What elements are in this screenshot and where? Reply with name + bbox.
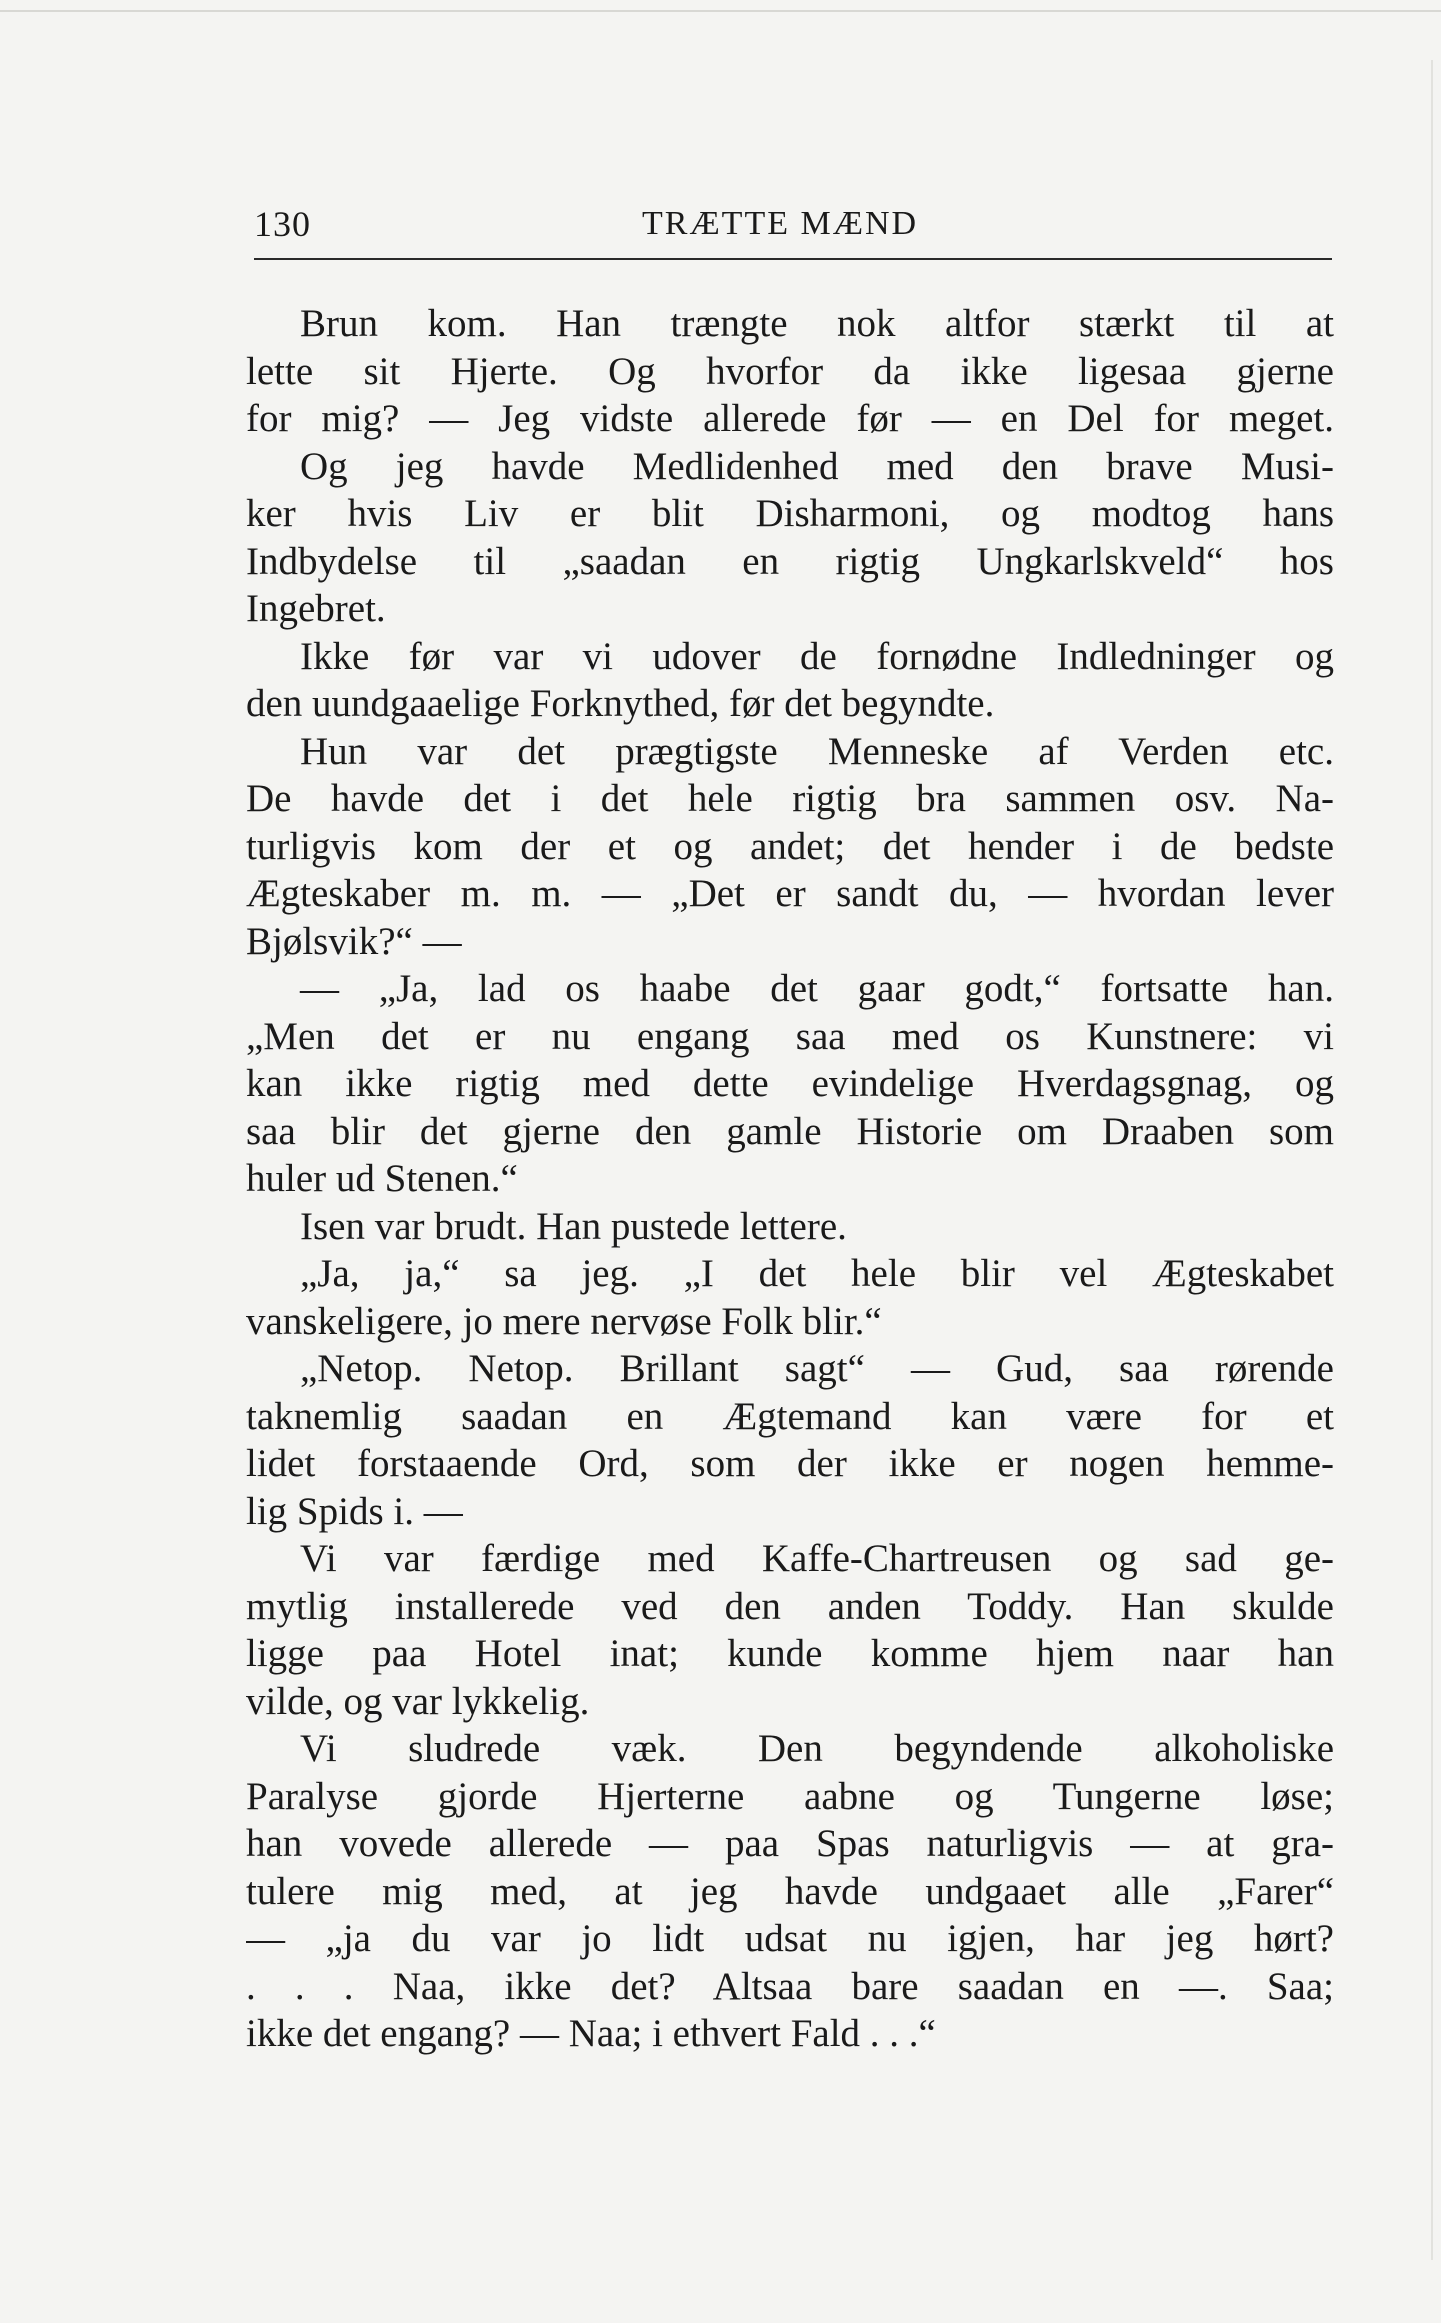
text-line: Vi sludrede væk. Den begyndende alkoholiske — [300, 1727, 1334, 1770]
page-number: 130 — [254, 204, 311, 244]
text-line: saa blir det gjerne den gamle Historie om Draaben som — [246, 1109, 1334, 1153]
text-line: mytlig installerede ved den anden Toddy. Han skulde — [246, 1584, 1334, 1628]
text-line: vilde, og var lykkelig. — [246, 1679, 590, 1723]
text-line: vanskeligere, jo mere nervøse Folk blir.“ — [246, 1299, 882, 1343]
text-line: Vi var færdige med Kaffe-Chartreusen og sad ge- — [300, 1537, 1334, 1580]
text-line: lette sit Hjerte. Og hvorfor da ikke ligesaa gjerne — [246, 349, 1334, 393]
text-line: ker hvis Liv er blit Disharmoni, og modtog hans — [246, 492, 1334, 535]
text-line: Isen var brudt. Han pustede lettere. — [300, 1204, 847, 1248]
text-line: Paralyse gjorde Hjerterne aabne og Tungerne løse; — [246, 1774, 1334, 1818]
text-line: — „Ja, lad os haabe det gaar godt,“ fortsatte han. — [300, 967, 1334, 1010]
text-line: De havde det i det hele rigtig bra sammen osv. Na- — [246, 777, 1334, 820]
page-edge-top — [0, 10, 1441, 12]
text-line: ikke det engang? — Naa; i ethvert Fald . . .“ — [246, 2012, 936, 2055]
text-line: for mig? — Jeg vidste allerede før — en Del for meget. — [246, 397, 1334, 440]
text-line: Og jeg havde Medlidenhed med den brave Musi- — [300, 444, 1334, 488]
text-line: tulere mig med, at jeg havde undgaaet alle „Farer“ — [246, 1869, 1334, 1913]
text-line: „Ja, ja,“ sa jeg. „I det hele blir vel Ægteskabet — [300, 1252, 1334, 1295]
text-line: taknemlig saadan en Ægtemand kan være for et — [246, 1394, 1334, 1438]
text-line: „Netop. Netop. Brillant sagt“ — Gud, saa rørende — [300, 1347, 1334, 1390]
text-line: Ægteskaber m. m. — „Det er sandt du, — hvordan lever — [246, 872, 1334, 915]
text-line: lig Spids i. — — [246, 1489, 463, 1533]
text-line: han vovede allerede — paa Spas naturligvis — at gra- — [246, 1822, 1334, 1865]
text-line: — „ja du var jo lidt udsat nu igjen, har jeg hørt? — [246, 1917, 1334, 1960]
text-line: huler ud Stenen.“ — [246, 1157, 518, 1200]
text-line: Brun kom. Han trængte nok altfor stærkt til at — [300, 302, 1334, 345]
text-line: Hun var det prægtigste Menneske af Verden etc. — [300, 729, 1334, 773]
text-line: Ikke før var vi udover de fornødne Indledninger og — [300, 634, 1334, 678]
text-line: Ingebret. — [246, 587, 386, 630]
running-head — [254, 202, 1332, 246]
text-line: ligge paa Hotel inat; kunde komme hjem naar han — [246, 1632, 1334, 1675]
text-line: turligvis kom der et og andet; det hender i de bedste — [246, 824, 1334, 868]
header-rule — [254, 258, 1332, 260]
text-line: kan ikke rigtig med dette evindelige Hverdagsgnag, og — [246, 1062, 1334, 1105]
running-title: TRÆTTE MÆND — [642, 205, 919, 242]
text-line: den uundgaaelige Forknythed, før det begyndte. — [246, 682, 995, 725]
text-line: Bjølsvik?“ — — [246, 919, 462, 963]
page-edge-right — [1431, 60, 1433, 2260]
text-line: „Men det er nu engang saa med os Kunstnere: vi — [246, 1014, 1334, 1058]
text-line: lidet forstaaende Ord, som der ikke er nogen hemme- — [246, 1442, 1334, 1485]
text-line: Indbydelse til „saadan en rigtig Ungkarlskveld“ hos — [246, 539, 1334, 583]
body-text — [246, 300, 1334, 2058]
text-line: . . . Naa, ikke det? Altsaa bare saadan en —. Saa; — [246, 1964, 1334, 2008]
